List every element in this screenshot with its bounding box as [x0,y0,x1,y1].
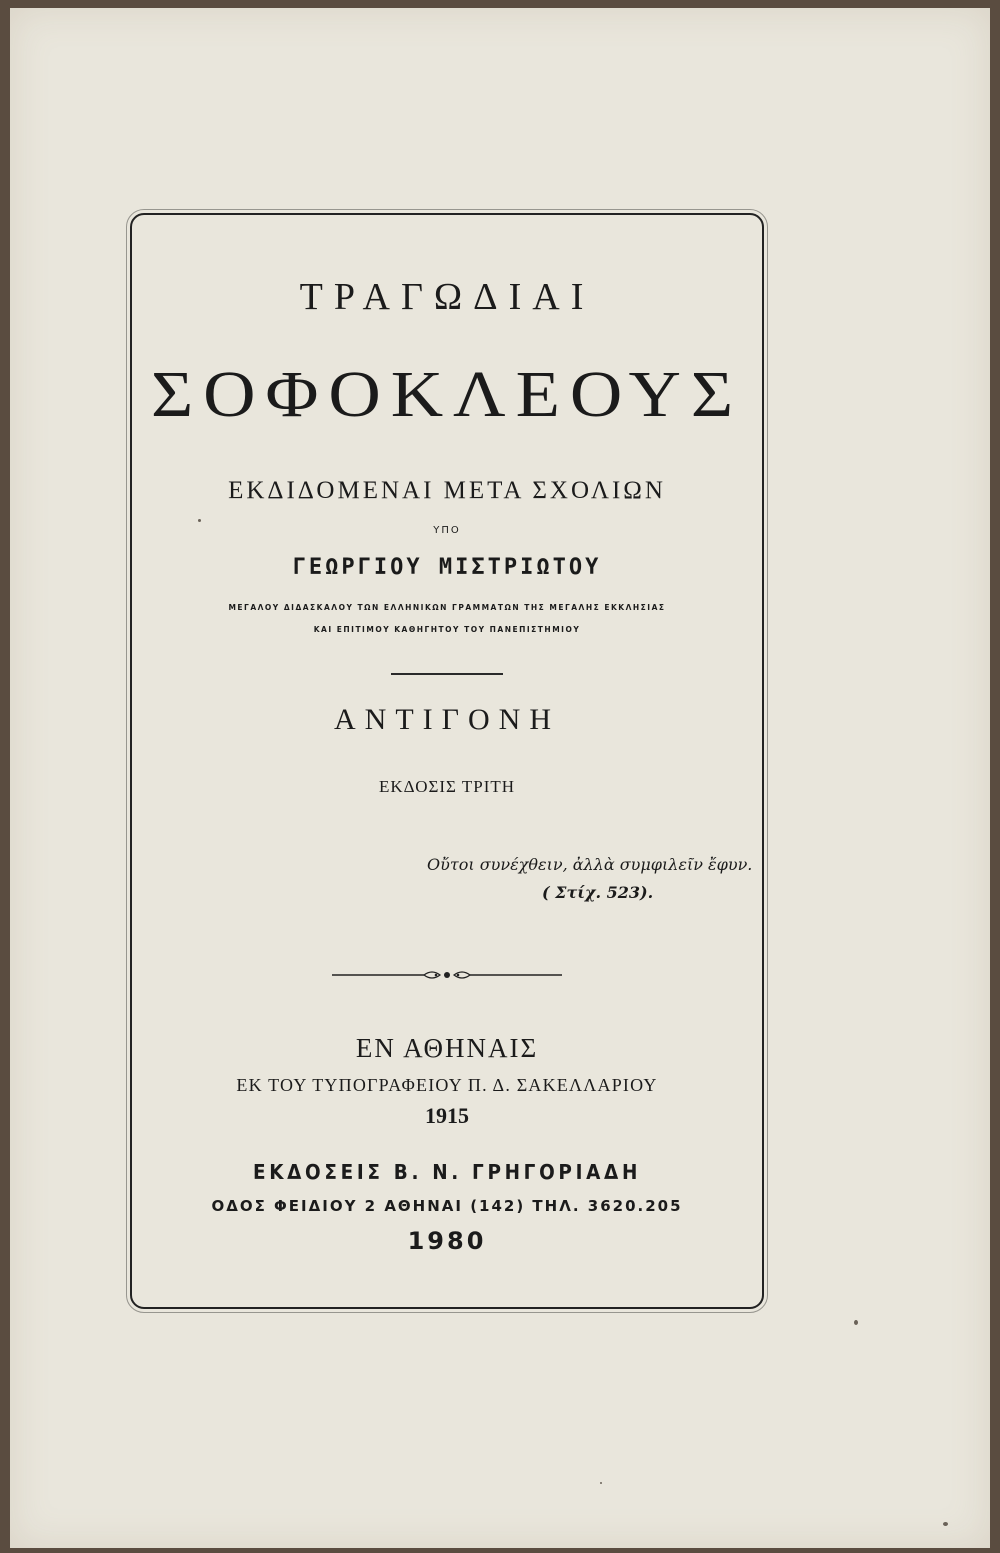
play-title: ΑΝΤΙΓΟΝΗ [334,703,560,736]
by-label: ΥΠΟ [433,525,461,536]
paper-speck [854,1320,858,1325]
imprint-place: ΕΝ ΑΘΗΝΑΙΣ [355,1033,539,1063]
subtitle: ΕΚΔΙΔΟΜΕΝΑΙ ΜΕΤΑ ΣΧΟΛΙΩΝ [228,477,666,504]
editor-name: ΓΕΩΡΓΙΟΥ ΜΙΣΤΡΙΩΤΟΥ [292,555,602,580]
epigraph-quote: Οὔτοι συνέχθειν, ἀλλὰ συμφιλεῖν ἔφυν. [427,855,753,874]
reprint-year: 1980 [407,1227,487,1255]
publisher-address: ΟΔΟΣ ΦΕΙΔΙΟΥ 2 ΑΘΗΝΑΙ (142) ΤΗΛ. 3620.205 [211,1197,683,1215]
divider-rule [391,673,503,675]
author-genitive-title: ΣΟΦΟΚΛΕΟΥΣ [150,358,744,431]
imprint-year-original: 1915 [425,1103,469,1128]
edition-label: ΕΚΔΟΣΙΣ ΤΡΙΤΗ [378,777,516,796]
paper-speck [600,1482,602,1484]
paper-speck [198,519,201,522]
epigraph-reference: ( Στίχ. 523). [542,883,654,902]
page-border-frame [130,213,764,1309]
imprint-printer: ΕΚ ΤΟΥ ΤΥΠΟΓΡΑΦΕΙΟΥ Π. Δ. ΣΑΚΕΛΛΑΡΙΟΥ [236,1075,658,1095]
series-title: ΤΡΑΓΩΔΙΑΙ [299,276,595,318]
ornament-divider [332,967,562,983]
editor-credential-1: ΜΕΓΑΛΟΥ ΔΙΔΑΣΚΑΛΟΥ ΤΩΝ ΕΛΛΗΝΙΚΩΝ ΓΡΑΜΜΑΤΩΝ ΤΗΣ ΜΕΓΑΛΗΣ ΕΚΚΛΗΣΙΑΣ [228,603,666,612]
title-page [10,8,990,1548]
reprint-publisher: ΕΚΔΟΣΕΙΣ Β. Ν. ΓΡΗΓΟΡΙΑΔΗ [252,1160,642,1184]
editor-credential-2: ΚΑΙ ΕΠΙΤΙΜΟΥ ΚΑΘΗΓΗΤΟΥ ΤΟΥ ΠΑΝΕΠΙΣΤΗΜΙΟΥ [313,625,581,634]
paper-speck [943,1522,948,1526]
